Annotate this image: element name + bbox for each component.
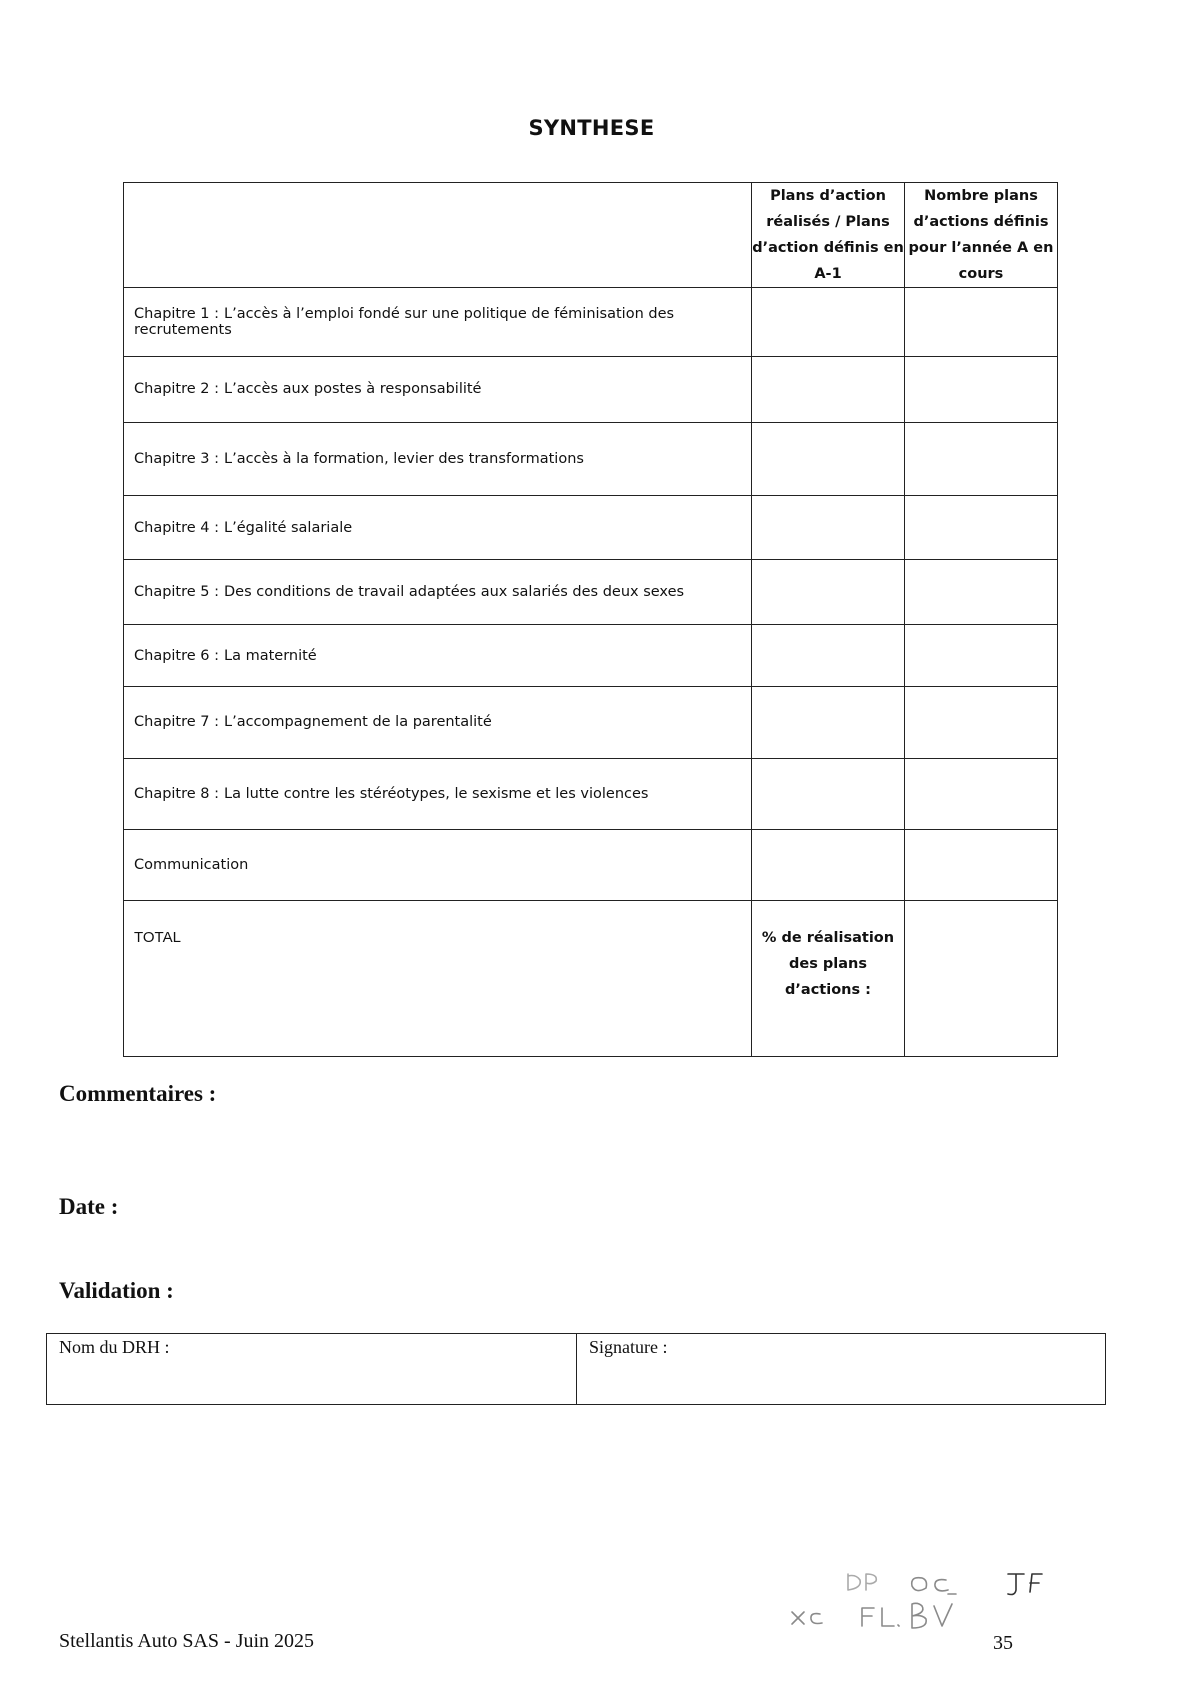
chapter-2-cell bbox=[124, 356, 752, 422]
cell-nombre[interactable] bbox=[905, 625, 1058, 686]
cell-nombre[interactable] bbox=[905, 496, 1058, 560]
initials-fl bbox=[862, 1608, 899, 1626]
cell-nombre[interactable] bbox=[905, 830, 1058, 901]
page-number: 35 bbox=[993, 1632, 1013, 1654]
cell-nombre[interactable] bbox=[905, 288, 1058, 356]
cell-realises[interactable] bbox=[752, 758, 905, 829]
chapter-label: Des conditions de travail adaptées aux salariés des deux sexes bbox=[224, 584, 685, 601]
cell-nombre[interactable] bbox=[905, 422, 1058, 495]
table-row bbox=[124, 625, 1058, 686]
chapter-label: La lutte contre les stéréotypes, le sexisme et les violences bbox=[224, 786, 649, 803]
chapter-5-cell bbox=[124, 560, 752, 625]
cell-nombre[interactable] bbox=[905, 356, 1058, 422]
table-row bbox=[124, 686, 1058, 758]
chapter-label: L’égalité salariale bbox=[224, 519, 353, 536]
table-row bbox=[124, 422, 1058, 495]
cell-realises[interactable] bbox=[752, 625, 905, 686]
cell-realises[interactable] bbox=[752, 356, 905, 422]
chapter-number: Chapitre 5 : bbox=[134, 584, 220, 601]
communication-cell bbox=[124, 830, 752, 901]
total-row bbox=[124, 901, 1058, 1057]
chapter-label: L’accès aux postes à responsabilité bbox=[224, 381, 482, 398]
table-row bbox=[124, 560, 1058, 625]
table-row bbox=[124, 830, 1058, 901]
footer-text: Stellantis Auto SAS - Juin 2025 bbox=[59, 1630, 315, 1652]
table-row bbox=[124, 356, 1058, 422]
synthese-table bbox=[123, 182, 1058, 1057]
cell-realises[interactable] bbox=[752, 830, 905, 901]
chapter-number: Chapitre 3 : bbox=[134, 450, 220, 467]
header-nombre-plans: Nombre plans d’actions définis pour l’année A en cours bbox=[905, 183, 1058, 288]
cell-realises[interactable] bbox=[752, 560, 905, 625]
header-empty bbox=[124, 183, 752, 288]
validation-heading: Validation : bbox=[59, 1278, 174, 1303]
signature-field[interactable]: Signature : bbox=[577, 1334, 1106, 1405]
chapter-4-cell bbox=[124, 496, 752, 560]
chapter-1-cell bbox=[124, 288, 752, 356]
chapter-8-cell bbox=[124, 758, 752, 829]
chapter-7-cell bbox=[124, 686, 752, 758]
cell-nombre[interactable] bbox=[905, 686, 1058, 758]
chapter-number: Chapitre 1 : bbox=[134, 305, 220, 322]
table-header-row bbox=[124, 183, 1058, 288]
date-heading: Date : bbox=[59, 1194, 119, 1219]
chapter-number: Chapitre 8 : bbox=[134, 786, 220, 803]
initials-bv bbox=[912, 1603, 952, 1628]
cell-total-nombre[interactable] bbox=[905, 901, 1058, 1057]
chapter-label: L’accès à la formation, levier des transformations bbox=[224, 450, 584, 467]
chapter-3-cell bbox=[124, 422, 752, 495]
handwritten-initials bbox=[780, 1568, 1060, 1638]
header-plans-realises: Plans d’action réalisés / Plans d’action définis en A-1 bbox=[752, 183, 905, 288]
table-row bbox=[124, 288, 1058, 356]
chapter-label: La maternité bbox=[224, 647, 317, 664]
chapter-number: Chapitre 7 : bbox=[134, 714, 220, 731]
chapter-label: L’accès à l’emploi fondé sur une politique de féminisation des recrutements bbox=[134, 305, 675, 338]
cell-nombre[interactable] bbox=[905, 758, 1058, 829]
initials-xc bbox=[792, 1612, 822, 1624]
cell-realises[interactable] bbox=[752, 496, 905, 560]
cell-nombre[interactable] bbox=[905, 560, 1058, 625]
initials-oc bbox=[912, 1578, 956, 1594]
cell-realises[interactable] bbox=[752, 686, 905, 758]
cell-realises[interactable] bbox=[752, 422, 905, 495]
validation-table bbox=[46, 1333, 1106, 1405]
cell-realises[interactable] bbox=[752, 288, 905, 356]
chapter-6-cell bbox=[124, 625, 752, 686]
chapter-label: Communication bbox=[134, 857, 249, 874]
nom-drh-field[interactable]: Nom du DRH : bbox=[47, 1334, 577, 1405]
table-row bbox=[124, 758, 1058, 829]
chapter-label: L’accompagnement de la parentalité bbox=[224, 714, 492, 731]
initials-jf bbox=[1008, 1574, 1042, 1595]
page-title: SYNTHESE bbox=[528, 116, 655, 140]
chapter-number: Chapitre 6 : bbox=[134, 647, 220, 664]
table-row bbox=[124, 496, 1058, 560]
total-percent-label: % de réalisation des plans d’actions : bbox=[752, 901, 905, 1057]
commentaires-heading: Commentaires : bbox=[59, 1081, 217, 1106]
chapter-number: Chapitre 4 : bbox=[134, 519, 220, 536]
chapter-number: Chapitre 2 : bbox=[134, 381, 220, 398]
total-label: TOTAL bbox=[124, 901, 752, 1057]
initials-dp bbox=[848, 1574, 876, 1590]
